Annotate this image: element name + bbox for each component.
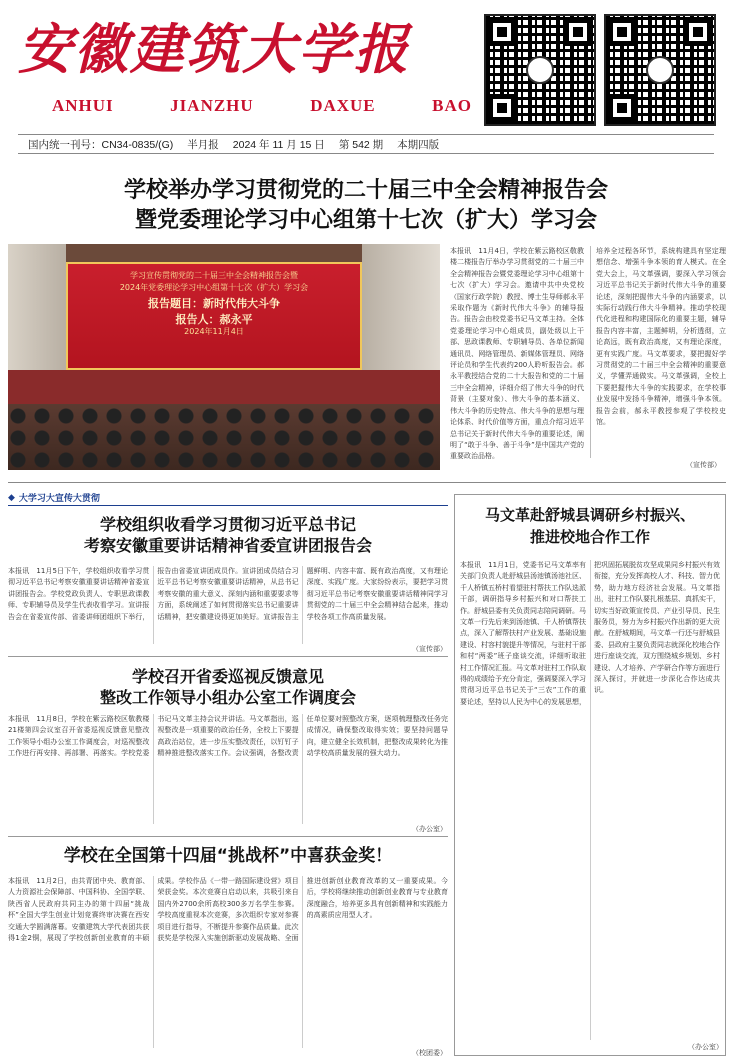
masthead-title: 安徽建筑大学报 (18, 17, 410, 81)
article2-title-line1: 学校组织收看学习贯彻习近平总书记 (99, 515, 356, 534)
lead-credit: （宣传部） (686, 461, 721, 469)
screen-line5: 2024年11月4日 (184, 327, 244, 336)
school-seal-icon (526, 56, 554, 84)
divider (8, 482, 726, 483)
article2-title (8, 514, 448, 556)
article3-title-line2: 整改工作领导小组办公室工作调度会 (99, 688, 356, 707)
section-tag (8, 490, 448, 506)
article3-title-line1: 学校召开省委巡视反馈意见 (131, 667, 324, 686)
article3-title (8, 666, 448, 708)
masthead-pinyin (52, 96, 472, 116)
right-article-title-line2: 推进校地合作工作 (529, 528, 650, 546)
screen-line3: 报告题目：新时代伟大斗争 (148, 297, 280, 310)
lead-text-col2: 培养全过程各环节，系统构建具有坚定理想信念、增强斗争本领的育人模式。在全党大会上，马文革强调，要深入学习领会习近平总书记关于新时代伟大斗争的重要论述，深刻把握伟大斗争的内涵要求，以实际行动践行伟大斗争精神。推动学校现代化进程和构建国际化的重要主题，辅导报告内容丰富，主题鲜明，分析透彻，立论高远，既有政治高度，又有理论深度，更有实践广度。马文革要求，要把握好学习贯彻党的二十届三中全会精神的重要意义，学懂弄通做实。马文革强调，全校上下要把握伟大斗争的实践要求，在学校事业发展中发扬斗争精神，增强斗争本领。报告会前，郝永平教授参观了学校校史馆。 (590, 246, 726, 458)
section-tag-label: 大学习大宣传大贯彻 (18, 494, 100, 504)
qr-eye (488, 18, 516, 46)
right-article-title (454, 504, 726, 548)
pinyin-bao: BAO (432, 96, 472, 115)
article3-credit: （办公室） (412, 825, 447, 833)
article4-text: 本报讯 11月2日，由共青团中央、教育部、人力资源社会保障部、中国科协、全国学联、陕西省人民政府共同主办的第十四届“挑战杯”全国大学生创业计划竞赛终审决赛在西安交通大学圆满落幕。安徽建筑大学代表团共获得1金2铜，展现了学校创新创业教育的丰硕成果。学校作品《一带一路国际建设营》项目荣获金奖。本次竞赛自启动以来，共吸引来自国内外2700余所高校300多万名学生参赛。学校高度重视本次竞赛，多次组织专家对参赛项目进行指导，不断提升参赛作品质量。此次获奖是学校深入实施创新驱动发展战略、全面推进创新创业教育改革的又一重要成果。今后，学校将继续推动创新创业教育与专业教育深度融合，培养更多具有创新精神和实践能力的高素质应用型人才。 (8, 877, 448, 943)
photo-stage (8, 370, 440, 406)
photo-wall-left (8, 244, 66, 370)
lead-text-col1: 本报讯 11月4日，学校在紫云路校区敬教楼二楼报告厅举办学习贯彻党的二十届三中全会精神报告会暨党委理论学习中心组第十七次（扩大）学习会。邀请中共中央党校（国家行政学院）教授、博士生导师郝永平采取作题为《新时代伟大斗争》的辅导报告。报告会由校党委书记马文革主持。全体党委理论学习中心组成员，副处级以上干部、思政课教师、专职辅导员、各单位新闻通讯员、网络管理员、新媒体管理员、网络评论员和学生代表约200人聆听报告会。郝永平教授结合党的二十大报告和党的二十届三中全会精神，详细介绍了伟大斗争的时代背景（主要对象）、伟大斗争的基本涵义、伟大斗争的历史特点、伟大斗争的思想与理论体系、时代价值等方面，重点介绍习近平总书记关于新时代伟大斗争的重要论述，阐明了“敢于斗争、善于斗争”是中国共产党的重要政治品格。 (450, 247, 584, 461)
article3-text: 本报讯 11月8日，学校在紫云路校区敬教楼21楼第四会议室召开省委巡视反馈意见整改工作领导小组办公室工作调度会，对巡视整改工作进行再安排、再部署、再落实。学校党委书记马文革主持会议并讲话。马文革指出，巡视整改是一项重要的政治任务，全校上下要提高政治站位，进一步压实整改责任，以钉钉子精神推进整改落实工作。会议强调，各整改责任单位要对照整改方案，逐项梳理整改任务完成情况，确保整改取得实效；要坚持问题导向，建立健全长效机制，把整改成果转化为推动学校高质量发展的强大动力。 (8, 715, 448, 758)
screen-line1: 学习宣传贯彻党的二十届三中全会精神报告会暨 (130, 271, 298, 280)
divider (8, 836, 448, 837)
qr-code-2[interactable] (604, 14, 716, 126)
lead-headline (18, 176, 714, 236)
qr-eye (564, 18, 592, 46)
photo-audience (8, 404, 440, 470)
qr-eye (608, 18, 636, 46)
right-article-credit: （办公室） (688, 1043, 723, 1051)
qr-eye (608, 94, 636, 122)
lead-photo (8, 244, 440, 470)
issue-number: 第 542 期 (338, 138, 384, 151)
issue-date: 2024 年 11 月 15 日 (232, 138, 325, 151)
issue-info-bar (18, 134, 714, 154)
pinyin-jianzhu: JIANZHU (170, 96, 254, 115)
article2-title-line2: 考察安徽重要讲话精神省委宣讲团报告会 (83, 536, 372, 555)
article2-text: 本报讯 11月5日下午，学校组织收看学习贯彻习近平总书记考察安徽重要讲话精神省委宣讲团报告会。学校党政负责人、专职思政课教师、专职辅导员及学生代表收看学习。宣讲报告会在省委宣传部、省委讲师团组织下举行，报告由省委宣讲团成员作。宣讲团成员结合习近平总书记考察安徽重要讲话精神，从总书记考察安徽的重大意义、深刻内涵和重要要求等方面，系统阐述了如何贯彻落实总书记重要讲话精神，把安徽建设得更加美好。宣讲报告主题鲜明、内容丰富、既有政治高度，又有理论深度、实践广度。大家纷纷表示，要把学习贯彻习近平总书记考察安徽重要讲话精神同学习贯彻党的二十届三中全会精神结合起来，推动学校各项工作高质量发展。 (8, 567, 448, 621)
qr-eye (488, 94, 516, 122)
issn: 国内统一刊号：CN34-0835/(G) (28, 138, 174, 151)
photo-stage-screen (66, 262, 362, 370)
lead-headline-line1: 学校举办学习贯彻党的二十届三中全会精神报告会 (123, 178, 608, 203)
frequency: 半月报 (187, 138, 219, 151)
screen-line4: 报告人：郝永平 (175, 313, 253, 326)
screen-line2: 2024年党委理论学习中心组第十七次（扩大）学习会 (119, 283, 309, 292)
divider (8, 656, 448, 657)
pinyin-anhui: ANHUI (52, 96, 114, 115)
right-article-title-line1: 马文革赴舒城县调研乡村振兴、 (484, 506, 695, 524)
qr-eye (684, 18, 712, 46)
diamond-icon: ◆ (8, 492, 15, 503)
lead-headline-line2: 暨党委理论学习中心组第十七次（扩大）学习会 (134, 208, 597, 233)
qr-code-1[interactable] (484, 14, 596, 126)
article4-title: 学校在全国第十四届“挑战杯”中喜获金奖！ (63, 846, 393, 866)
pinyin-daxue: DAXUE (310, 96, 376, 115)
article2-credit: （宣传部） (412, 645, 447, 653)
school-seal-icon (646, 56, 674, 84)
right-article-text: 本报讯 11月1日，党委书记马文革率有关部门负责人赴舒城县汤池镇汤池社区、千人桥镇五桥村看望驻村帮扶工作队选派干部，调研指导乡村振兴和对口帮扶工作。舒城县委有关负责同志陪同调研。马文革一行先后来到汤池镇、千人桥镇帮扶点，深入了解帮扶村产业发展、基础设施建设、村容村貌提升等情况，与驻村干部和村“两委”班子座谈交流，详细听取驻村工作情况汇报。马文革对驻村工作队取得的成绩给予充分肯定，强调要深入学习贯彻习近平总书记关于“三农”工作的重要论述，坚持以人民为中心的发展思想，把巩固拓展脱贫攻坚成果同乡村振兴有效衔接，充分发挥高校人才、科技、智力优势，助力地方经济社会发展。马文革指出，驻村工作队要扎根基层、真抓实干，切实当好政策宣传员、产业引导员、民生服务员，努力为乡村振兴作出新的更大贡献。在舒城期间，马文革一行还与舒城县委、县政府主要负责同志就深化校地合作进行座谈交流，双方围绕城乡规划、乡村建设、人才培养、产学研合作等方面进行深入探讨，并就进一步深化合作达成共识。 (460, 561, 720, 706)
article4-credit: （校团委） (412, 1049, 447, 1057)
page-count: 本期四版 (397, 138, 440, 151)
photo-wall-right (362, 244, 440, 370)
